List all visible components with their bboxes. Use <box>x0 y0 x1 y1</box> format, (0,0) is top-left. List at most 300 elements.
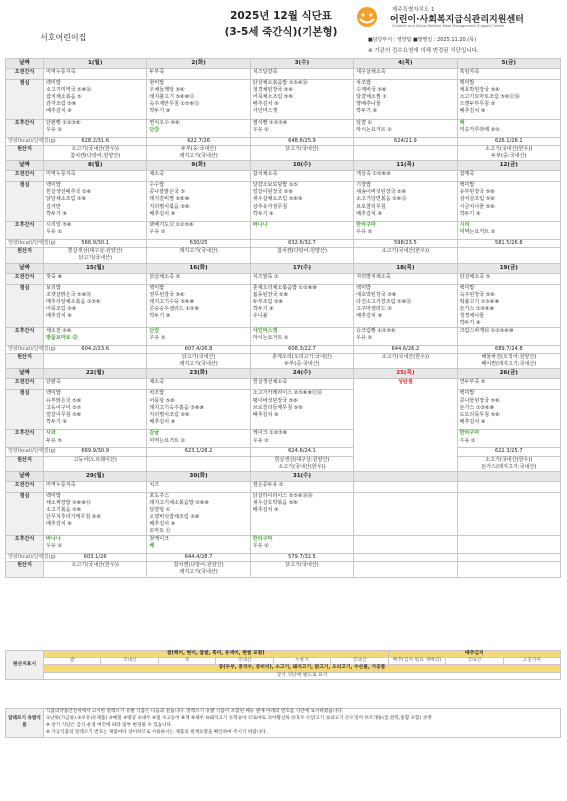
origin-row-label: 원산지 <box>6 146 44 161</box>
pm-snack-cell <box>457 222 560 240</box>
origin-item: 소고기(국내산(한우)) <box>381 354 430 361</box>
origin-row-label: 원산지 <box>6 562 44 577</box>
day-header: 11(목) <box>354 161 457 171</box>
pm-snack-item: 채소전 ⑤⑥ <box>46 328 72 335</box>
lunch-item: 우니볼 <box>252 312 268 319</box>
origin-sub-item: 밥 <box>44 658 101 665</box>
origin-cell <box>147 146 250 161</box>
pm-snack-item-2: 우유 ② <box>252 543 269 550</box>
pm-snack-cell <box>354 328 457 346</box>
pm-snack-item: 바나나 <box>252 222 268 229</box>
origin-label: 원산지표시 <box>6 651 44 680</box>
lunch-item: 배추김치 ⑨ <box>252 101 279 108</box>
lunch-item: 두부조림 ⑤⑥ <box>252 298 284 305</box>
nutrition-value: 579.7/32.5 <box>250 554 353 562</box>
origin-item: 소고기(국내산(한우)) <box>485 146 533 153</box>
day-header: 31(수) <box>250 471 353 481</box>
origin-sub-item: 국내산 <box>446 658 503 665</box>
lunch-item: 콩나물맑은국 ⑤ <box>149 189 186 196</box>
lunch-item: 수수밥 <box>149 182 165 189</box>
lunch-item: 백미밥 <box>459 284 475 291</box>
lunch-item: 어묵채소조림 ⑤⑥ <box>252 94 294 101</box>
lunch-item: 백미밥 <box>356 284 371 291</box>
lunch-item: 백미밥 <box>149 284 165 291</box>
school-name: 서호어린이집 <box>40 33 87 42</box>
origin-item: 두부(중:국내산) <box>284 361 320 368</box>
am-snack: 치즈쌀죽 ② <box>250 273 353 284</box>
lunch-item: 얼갈이무침 ⑤⑥ <box>46 411 82 418</box>
pm-snack-item-2: 방울토마토 ⑫ <box>46 335 78 342</box>
pm-snack-cell <box>250 222 353 240</box>
pm-snack-cell <box>250 328 353 346</box>
am-snack: 연두부죽 ⑤ <box>457 379 560 390</box>
lunch-cell <box>457 492 560 536</box>
pm-snack-cell <box>457 536 560 554</box>
nutrition-value: 624/21.9 <box>354 138 457 146</box>
pm-snack-cell <box>250 536 353 554</box>
lunch-item: 깍두기 ⑨ <box>459 320 481 327</box>
origin-item: 훈제오리(오리고기:국내산) <box>272 354 332 361</box>
am-snack: 흑임자죽 <box>457 69 560 80</box>
allergy-label: 알레르기 유발식품 <box>6 709 44 738</box>
pm-snack-item-2: 우유 ② <box>356 229 373 236</box>
page-title <box>186 8 376 40</box>
lunch-item: 수제비국 ⑤⑥ <box>356 87 387 94</box>
nutrition-value: 628.2/31.6 <box>44 138 147 146</box>
pm-snack-item-2: 우유 ② <box>252 437 269 444</box>
pm-snack-item-2: 우유 ② <box>356 335 373 342</box>
nutrition-value: 622.7/26 <box>147 138 250 146</box>
pm-snack-item-2: 우유 ② <box>252 127 269 134</box>
pm-snack-cell <box>457 120 560 138</box>
lunch-item: 소고기카레라이스 ②⑤⑥⑩⑫⑯ <box>252 390 323 397</box>
am-snack: 미역누룽지죽 <box>44 69 147 80</box>
am-snack-label: 오전간식 <box>6 273 44 284</box>
day-header: 12(금) <box>457 161 560 171</box>
nutrition-value: 644.6/26.2 <box>354 346 457 354</box>
lunch-item: 깍두기 ⑨ <box>46 418 67 425</box>
origin-item: 돈가스(돼지고기:국내산) <box>481 463 537 470</box>
lunch-cell <box>457 390 560 430</box>
lunch-item: 깍두기 ⑨ <box>252 210 274 217</box>
origin-item: 고등어(노르웨이산) <box>73 456 117 463</box>
lunch-cell <box>354 182 457 222</box>
pm-snack-item-2: 우유 ② <box>46 543 63 550</box>
day-header: 23(화) <box>147 369 250 379</box>
nutrition-value: 604.2/23.6 <box>44 346 147 354</box>
am-snack: 미역누룽지죽 <box>44 171 147 182</box>
pm-snack-cell <box>250 120 353 138</box>
origin-sub-item: 국내산 <box>331 658 388 665</box>
origin-kimchi-head: 배추김치 <box>388 651 560 658</box>
lunch-cell <box>457 182 560 222</box>
lunch-item: 시금치나물 ⑤⑥ <box>459 203 495 210</box>
origin-cell <box>354 248 457 263</box>
day-header <box>354 471 457 481</box>
pm-snack-cell <box>44 222 147 240</box>
pm-snack-cell <box>44 536 147 554</box>
lunch-item: 배추김치 ⑨ <box>459 108 486 115</box>
am-snack: 치즈달걀죽 <box>250 69 353 80</box>
header <box>0 0 567 58</box>
pm-snack-item: 달걀 ① <box>356 120 373 126</box>
lunch-cell <box>457 80 560 120</box>
origin-item: 닭고기(국내산) <box>78 255 112 262</box>
origin-cell <box>44 354 147 369</box>
lunch-item: 어묵조림 ⑤⑥ <box>46 305 77 312</box>
lunch-item: 유부맑은국 ⑤⑥ <box>46 397 82 404</box>
pm-snack-item-2: 미역는요거트 ② <box>149 437 186 444</box>
center-logo-icon <box>352 6 382 28</box>
allergy-line: 식품의약품안전처에서 고시한 알레르기 유발 식품은 다음과 같습니다. 알레르기 유발 식품이 포함된 메뉴 옆에 아래의 번호를 식단에 표시하였습니다. <box>46 709 343 714</box>
day-header: 2(화) <box>147 59 250 69</box>
lunch-label: 점심 <box>6 492 44 536</box>
lunch-item: 닭살채소볶음밥 ①⑤⑥⑯ <box>252 80 308 86</box>
pm-snack-label: 오후간식 <box>6 536 44 554</box>
origin-cell <box>354 146 457 161</box>
origin-item: 돼지고기(국내산) <box>179 361 218 368</box>
lunch-item: 돼지갈비찜 ⑤⑥⑩ <box>149 196 190 203</box>
pm-snack-item-2: 두유 ⑤ <box>46 437 63 444</box>
lunch-item: 차조밥 <box>356 80 371 86</box>
am-snack-label: 오전간식 <box>6 481 44 492</box>
nutrition-label: 열량(kcal)/단백질(g) <box>6 554 44 562</box>
nutrition-label: 열량(kcal)/단백질(g) <box>6 138 44 146</box>
pm-snack-label: 오후간식 <box>6 328 44 346</box>
org-region: 제주특별자치도 1 <box>392 7 435 13</box>
pm-snack-cell <box>147 430 250 448</box>
lunch-item: 백미밥 <box>459 182 475 189</box>
am-snack: 검은콩두유 ⑤ <box>250 481 353 492</box>
nutrition-value <box>457 554 560 562</box>
lunch-item: 지리멸치볶음 ⑤⑥ <box>149 203 190 210</box>
lunch-label: 점심 <box>6 80 44 120</box>
day-header: 29(월) <box>44 471 147 481</box>
menu-table <box>5 58 561 578</box>
pm-snack-item-2: 우유 ② <box>46 229 63 236</box>
allergy-line: ※ 가공식품의 알레르기 번호는 제품마다 상이하므로 사용하시는 제품의 원재료명을 확인하여 주시기 바랍니다. <box>46 729 268 735</box>
pm-snack-item: 사과 <box>46 430 56 437</box>
lunch-item: 브로콜리무침 <box>356 203 386 210</box>
lunch-item: 고구마샐러드 ⑤ <box>356 305 392 312</box>
lunch-item: 돼지고기숙주볶음 ⑤⑥⑩ <box>149 404 205 411</box>
lunch-item: 숙주계란무침 ①⑤⑥⑬ <box>149 101 200 108</box>
title-line-2: (3-5세 죽간식)(기본형) <box>224 26 338 38</box>
origin-item: 소고기(국내산(한우)) <box>381 248 430 255</box>
pm-snack-item: 한라구마 <box>459 430 480 437</box>
origin-cell <box>250 562 353 577</box>
lunch-item: 배추김치 ⑨ <box>46 108 72 115</box>
lunch-item: 애호박된장국 ⑤⑥ <box>459 87 500 94</box>
day-header: 22(월) <box>44 369 147 379</box>
lunch-item: 소고기토마토조림 ⑤⑥⑫⑯ <box>459 94 520 101</box>
lunch-item: 새우살채소조림 ⑤⑥⑨ <box>252 196 303 203</box>
date-label: 날짜 <box>6 369 44 379</box>
lunch-item: 삼치살조림 ⑤⑥ <box>459 196 495 203</box>
pm-snack-item: 감귤 <box>149 430 160 437</box>
day-header: 3(수) <box>250 59 353 69</box>
origin-item: 참치캔(다랑어:원양산) <box>276 248 327 255</box>
origin-cell <box>44 248 147 263</box>
lunch-cell <box>250 492 353 536</box>
pm-snack-item-2: 우유 ② <box>149 335 166 342</box>
origin-cell <box>457 562 560 577</box>
lunch-item: 달걀채소찜 ① <box>356 94 387 101</box>
lunch-item: 배추김치 ⑨ <box>356 312 383 319</box>
origin-item: 흰살생선(대구살:원양산) <box>274 456 330 463</box>
lunch-item: 깍두기 ⑨ <box>459 210 481 217</box>
lunch-item: 양배추나물 <box>356 101 381 108</box>
pm-snack-cell <box>147 120 250 138</box>
am-snack: 닭살채소죽 ⑤ <box>147 273 250 284</box>
origin-sub-item: 누룽지 <box>273 658 330 665</box>
pm-snack-item-2: 마시는요거트 ② <box>252 335 289 342</box>
day-header: 8(월) <box>44 161 147 171</box>
lunch-item: 깍두기 ⑨ <box>149 312 171 319</box>
day-header: 26(금) <box>457 369 560 379</box>
lunch-item: 배추김치 ⑨ <box>252 506 279 513</box>
origin-cell <box>457 456 560 471</box>
date-label: 날짜 <box>6 471 44 481</box>
origin-cell <box>250 248 353 263</box>
origin-sub-item: 국내산 <box>216 658 273 665</box>
lunch-cell <box>354 284 457 328</box>
change-note: ※ 기관의 검수요청에 의해 변경된 식단입니다. <box>368 48 479 54</box>
day-header: 18(목) <box>354 263 457 273</box>
lunch-cell <box>44 492 147 536</box>
pm-snack-cell <box>354 222 457 240</box>
lunch-item: 보리밥 <box>46 284 61 291</box>
date-label: 날짜 <box>6 161 44 171</box>
pm-snack-item-2: 미역는요거트 ② <box>459 229 496 236</box>
origin-cell <box>457 146 560 161</box>
origin-cell <box>147 456 250 471</box>
lunch-item: 토마토 ⑫ <box>149 528 171 535</box>
origin-cell <box>250 146 353 161</box>
nutrition-value: 626.1/28.1 <box>457 138 560 146</box>
nutrition-value: 624.6/24.1 <box>250 448 353 456</box>
pm-snack-cell <box>457 430 560 448</box>
day-header: 17(수) <box>250 263 353 273</box>
lunch-cell <box>147 492 250 536</box>
pm-snack-item: 슈크림빵 ①②⑤⑥ <box>356 328 396 335</box>
org-name: 어린이·사회복지급식관리지원센터 <box>390 15 524 25</box>
pm-snack-cell <box>354 536 457 554</box>
pm-snack-item-2: 우유 ② <box>149 229 166 236</box>
title-line-1: 2025년 12월 식단표 <box>230 10 332 22</box>
day-header: 16(화) <box>147 263 250 273</box>
lunch-item: 팽이버섯된장국 ⑤⑥ <box>252 397 298 404</box>
lunch-item: 기장밥 <box>356 182 371 189</box>
pm-snack-item: 케이크 ①②⑤⑥ <box>252 430 288 437</box>
lunch-cell <box>147 390 250 430</box>
lunch-item: 배추김치 ⑨ <box>149 418 176 425</box>
lunch-item: 차조밥 <box>149 390 165 397</box>
origin-item: 닭고기(국내산) <box>285 562 319 569</box>
lunch-item: 배추김치 ⑨ <box>252 411 279 418</box>
lunch-cell <box>354 492 457 536</box>
lunch-item: 배추김치 ⑨ <box>46 521 72 528</box>
origin-cell <box>250 456 353 471</box>
lunch-item: 배추김치 ⑨ <box>459 418 486 425</box>
lunch-item: 단무지후리가케무침 ⑤⑥ <box>46 513 102 520</box>
nutrition-value <box>354 554 457 562</box>
lunch-item: 포도주스 <box>149 492 170 499</box>
lunch-item: 백미밥 <box>46 390 61 397</box>
lunch-item: 다진소고기장조림 ⑤⑥⑯ <box>356 298 412 305</box>
pm-snack-item: 시리얼 ⑤⑥ <box>46 222 72 229</box>
nutrition-value: 598/23.5 <box>354 240 457 248</box>
am-snack: 치즈 <box>147 481 250 492</box>
origin-item: 돼지고기(국내산) <box>179 153 218 160</box>
lunch-item: 돼지고기수육 ⑤⑥⑩ <box>149 298 195 305</box>
origin-cell <box>44 456 147 471</box>
allergy-line: ※ 상기 식단은 급식 운영 여건에 따라 일부 변경될 수 있습니다. <box>46 722 173 728</box>
lunch-item: 브로콜리들깨무침 ⑤⑥ <box>252 404 303 411</box>
pm-snack-item: 단팥빵 ①②⑤⑥ <box>46 120 81 126</box>
pm-snack-item: 단감 <box>149 328 160 335</box>
lunch-item: 배추김치 ⑨ <box>46 312 72 319</box>
pm-snack-cell <box>250 430 353 448</box>
lunch-item: 숙주된장국 ⑤⑥ <box>459 291 495 298</box>
lunch-item: 돈가스 ①⑤⑥⑩ <box>459 305 495 312</box>
pm-snack-item-2: 미숫가루라떼 ②⑤ <box>459 127 500 134</box>
day-header: 1(월) <box>44 59 147 69</box>
origin-cell <box>44 146 147 161</box>
pm-snack-label: 오후간식 <box>6 430 44 448</box>
nutrition-value: 669.9/30.9 <box>44 448 147 456</box>
lunch-item: 달걀탕 ① <box>149 506 171 513</box>
pm-snack-item: 시리 <box>459 222 470 229</box>
lunch-item: 소고기볶음 ⑤⑥ <box>46 506 82 513</box>
origin-cell <box>250 354 353 369</box>
lunch-cell <box>147 284 250 328</box>
holiday-cell: 성탄절 <box>354 379 457 471</box>
lunch-item: 김자반 <box>46 203 61 210</box>
am-snack: 흰살생선채소죽 <box>250 379 353 390</box>
lunch-item: 흰살생선배추국 ⑤⑥ <box>46 189 92 196</box>
pm-snack-item-2: 우유 ② <box>459 437 476 444</box>
am-snack <box>457 481 560 492</box>
lunch-cell <box>250 182 353 222</box>
allergy-text <box>44 709 561 738</box>
pm-snack-item: 샤인머스캣 <box>252 328 278 335</box>
lunch-cell <box>44 390 147 430</box>
day-header: 10(수) <box>250 161 353 171</box>
lunch-item: 달걀소보로덮밥 ①⑤ <box>252 182 298 189</box>
origin-cell <box>44 562 147 577</box>
am-snack: 두부죽 <box>147 69 250 80</box>
pm-snack-item-2: 우유 ② <box>46 127 63 134</box>
day-header: 30(화) <box>147 471 250 481</box>
origin-sub-item: 죽 <box>158 658 215 665</box>
lunch-item: 백미밥 <box>46 492 61 499</box>
am-snack-label: 오전간식 <box>6 171 44 182</box>
lunch-item: 닭살하이라이스 ②⑤⑥⑯⑱ <box>252 492 313 499</box>
day-header: 4(목) <box>354 59 457 69</box>
date-label: 날짜 <box>6 59 44 69</box>
nutrition-value: 644.4/28.7 <box>147 554 250 562</box>
lunch-item: 오뎅버섯잡채조림 ⑤⑥ <box>149 513 200 520</box>
lunch-item: 돼지고기채소볶음밥 ⑤⑥⑩ <box>149 499 209 506</box>
day-header: 5(금) <box>457 59 560 69</box>
origin-cell <box>147 354 250 369</box>
lunch-cell <box>354 80 457 120</box>
pm-snack-item: 크림스파게티 ①②⑤⑥⑩ <box>459 328 514 335</box>
origin-item: 베이컨(돼지고기:국내산) <box>481 361 537 368</box>
lunch-item: 떡불고기 ①⑤⑥⑩ <box>459 298 500 305</box>
am-snack: 게살죽 ①⑤⑥⑨ <box>354 171 457 182</box>
lunch-item: 청경채나물 <box>459 312 485 319</box>
lunch-cell <box>147 80 250 120</box>
pm-snack-item: 한라구마 <box>356 222 376 229</box>
lunch-item: 배추김치 ⑨ <box>149 210 176 217</box>
lunch-cell <box>44 284 147 328</box>
lunch-item: 유부된장국 ⑤⑥ <box>459 189 495 196</box>
lunch-item: 닭달채소조림 ⑤⑥ <box>46 196 87 203</box>
pm-snack-cell <box>354 120 457 138</box>
origin-item: 돼지고기(국내산) <box>179 569 218 576</box>
lunch-item: 돈가스 ①⑤⑥⑩ <box>459 404 495 411</box>
nutrition-label: 열량(kcal)/단백질(g) <box>6 240 44 248</box>
origin-section <box>5 650 561 680</box>
am-snack: 채소죽 <box>147 379 250 390</box>
allergy-section <box>5 708 561 738</box>
lunch-item: 깍두기 ⑨ <box>252 305 274 312</box>
lunch-item: 애호박된장국 ⑤⑥ <box>356 291 397 298</box>
pm-snack-item: 한라구마 <box>252 536 273 543</box>
pm-snack-label: 오후간식 <box>6 120 44 138</box>
allergy-line: ①난류(가금류) ②우유(유제품) ③메밀 ④땅콩 ⑤대두 ⑥밀 ⑦고등어 ⑧게 ⑨새우 ⑩돼지고기 ⑪복숭아 ⑫토마토 ⑬아황산류 ⑭호두 ⑮닭고기 ⑯쇠고기 ⑰오징어 ⑱조개류(굴,전복,홍합 포함) ⑲잣 <box>46 715 432 721</box>
nutrition-value: 608.3/22.7 <box>250 346 353 354</box>
lunch-item: 백미밥 <box>46 80 61 86</box>
origin-cell <box>354 354 457 369</box>
lunch-item: 소고기미역국 ⑤⑥⑯ <box>46 87 92 94</box>
am-snack-label: 오전간식 <box>6 69 44 80</box>
lunch-item: 백미밥 <box>459 390 475 397</box>
pm-snack-cell <box>44 430 147 448</box>
lunch-item: 채소짜장밥 ⑤⑥⑩⑬ <box>46 499 92 506</box>
origin-item: 닭고기(국내산) <box>285 146 319 153</box>
lunch-item: 열무된장국 ⑤⑥ <box>149 291 185 298</box>
nutrition-label: 열량(kcal)/단백질(g) <box>6 448 44 456</box>
lunch-item: 백미밥 <box>46 182 61 189</box>
pm-snack-item-2: 단감 <box>149 127 160 134</box>
am-snack: 단팥죽 <box>44 379 147 390</box>
lunch-cell <box>250 390 353 430</box>
day-header: 15(월) <box>44 263 147 273</box>
lunch-item: 우채들깨탕 ⑤⑥ <box>149 87 185 94</box>
lunch-item: 봄동된장국 ⑤⑥ <box>252 291 289 298</box>
nutrition-value: 607.4/26.8 <box>147 346 250 354</box>
origin-item: 참치캔(다랑어:원양산) <box>173 562 224 569</box>
am-snack: 채소죽 <box>147 171 250 182</box>
origin-item: 해물파전(오징어:원양산) <box>481 354 537 361</box>
lunch-item: 배추김치 ⑨ <box>149 521 176 528</box>
pm-snack-cell <box>147 328 250 346</box>
lunch-item: 백미밥 <box>459 80 475 86</box>
nutrition-value: 630/25 <box>147 240 250 248</box>
lunch-item: 소고기당면볶음 ⑤⑥⑯ <box>356 196 407 203</box>
pm-snack-item: 바나나 <box>46 536 61 543</box>
origin-item: 두부(중:국내산) <box>180 146 217 153</box>
pm-snack-cell <box>457 328 560 346</box>
origin-item: 소고기(국내산(한우)) <box>278 463 326 470</box>
lunch-cell <box>44 182 147 222</box>
origin-row-label: 원산지 <box>6 456 44 471</box>
lunch-cell <box>44 80 147 120</box>
nutrition-value: 632.6/32.7 <box>250 240 353 248</box>
